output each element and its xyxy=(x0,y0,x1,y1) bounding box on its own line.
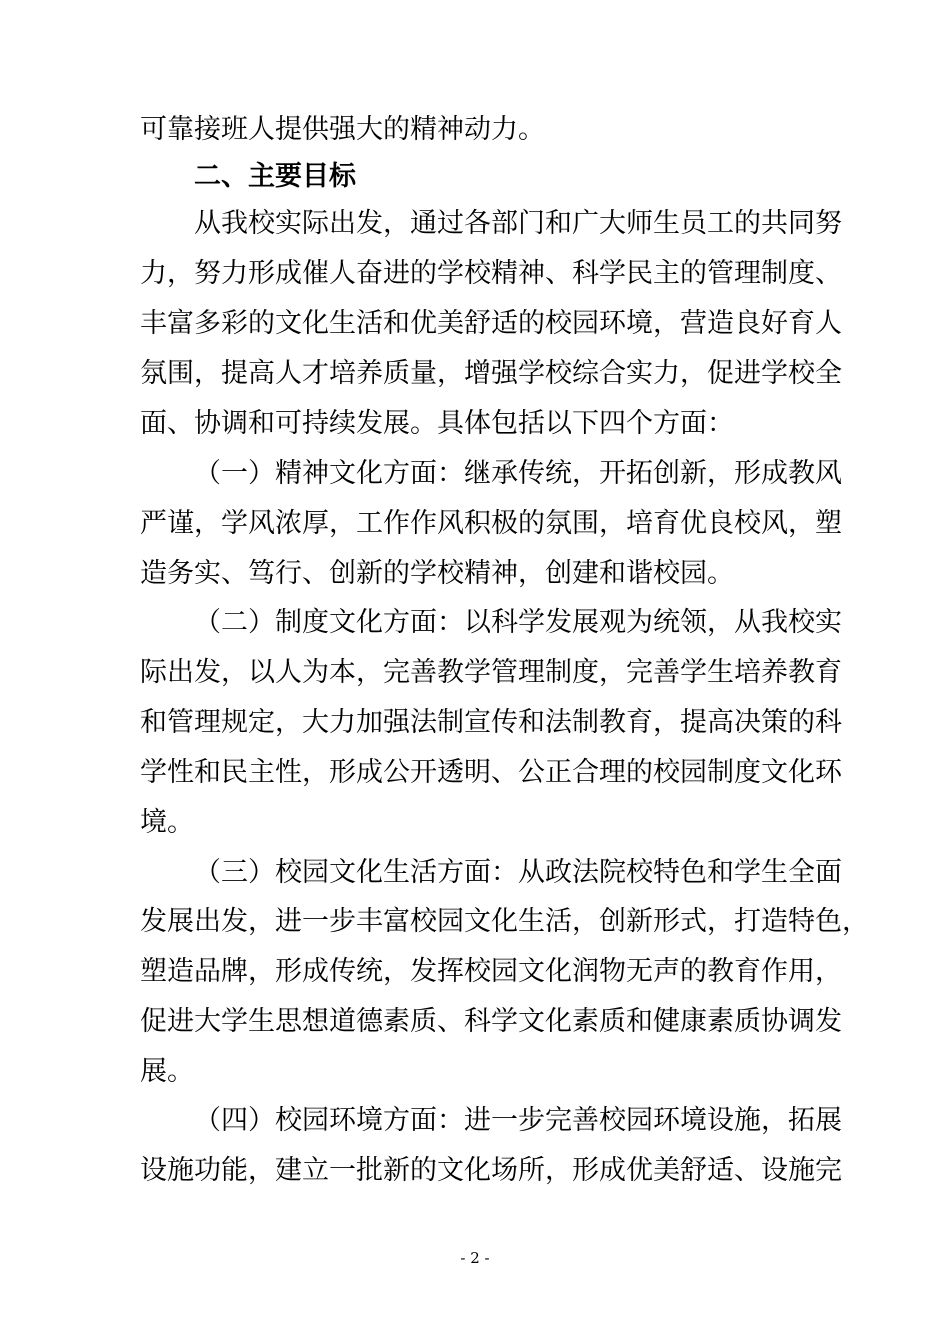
text-line: 面、协调和可持续发展。具体包括以下四个方面： xyxy=(140,408,734,439)
text-line: 丰富多彩的文化生活和优美舒适的校园环境，营造良好育人 xyxy=(140,308,842,339)
page-number: - 2 - xyxy=(460,1249,490,1267)
text-line: （三）校园文化生活方面：从政法院校特色和学生全面 xyxy=(194,857,842,888)
text-line: 际出发，以人为本，完善教学管理制度，完善学生培养教育 xyxy=(140,657,842,688)
text-line: 力，努力形成催人奋进的学校精神、科学民主的管理制度、 xyxy=(140,258,842,289)
text-line: 可靠接班人提供强大的精神动力。 xyxy=(140,114,545,145)
text-line: 和管理规定，大力加强法制宣传和法制教育，提高决策的科 xyxy=(140,707,842,738)
text-line: 塑造品牌，形成传统，发挥校园文化润物无声的教育作用， xyxy=(140,956,842,987)
text-line: （二）制度文化方面：以科学发展观为统领，从我校实 xyxy=(194,607,842,638)
text-line: 设施功能，建立一批新的文化场所，形成优美舒适、设施完 xyxy=(140,1155,842,1186)
text-line: 氛围，提高人才培养质量，增强学校综合实力，促进学校全 xyxy=(140,358,842,389)
text-line: 从我校实际出发，通过各部门和广大师生员工的共同努 xyxy=(194,208,842,239)
text-line: 发展出发，进一步丰富校园文化生活，创新形式，打造特色， xyxy=(140,906,869,937)
text-line: 学性和民主性，形成公开透明、公正合理的校园制度文化环 xyxy=(140,757,842,788)
section-heading: 二、主要目标 xyxy=(194,161,356,192)
text-line: 严谨，学风浓厚，工作作风积极的氛围，培育优良校风，塑 xyxy=(140,508,842,539)
text-line: 展。 xyxy=(140,1056,194,1087)
text-line: （四）校园环境方面：进一步完善校园环境设施，拓展 xyxy=(194,1105,842,1136)
text-line: （一）精神文化方面：继承传统，开拓创新，形成教风 xyxy=(194,458,842,489)
text-line: 境。 xyxy=(140,807,194,838)
text-line: 促进大学生思想道德素质、科学文化素质和健康素质协调发 xyxy=(140,1006,842,1037)
text-line: 造务实、笃行、创新的学校精神，创建和谐校园。 xyxy=(140,558,734,589)
